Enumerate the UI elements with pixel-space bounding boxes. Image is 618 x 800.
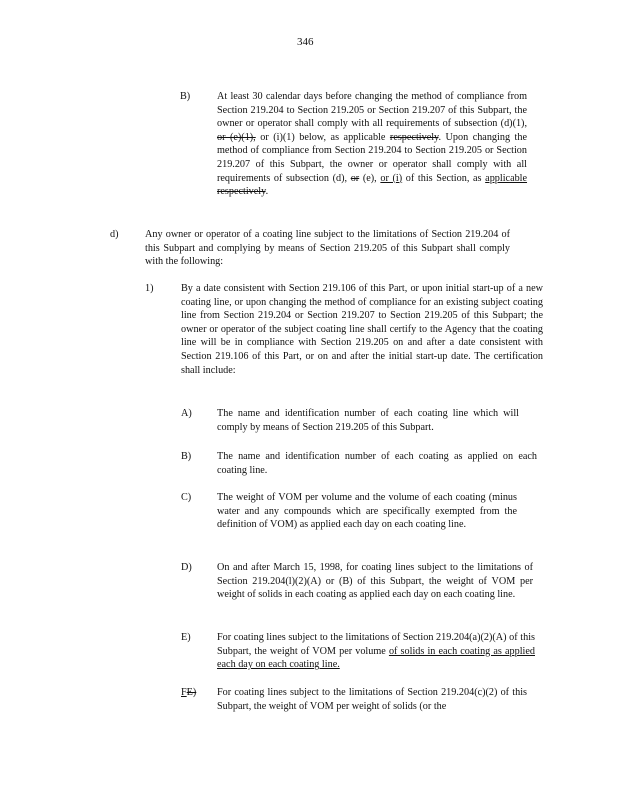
subsection-d1-text: By a date consistent with Section 219.106 of this Part, or upon initial start-up of a new coating line, or upon changing the method of compliance for an existing subject coating line from Section 219.204 or Section 219.207 to Section 219.205 of this Subpart; the owner or operator of the subject coating line shall certify to the Agency that the coating line will be in compliance with Section 219.205 on and after a date consistent with Section 219.106 of this Part, or on and after the initial start-up date. The certification shall include: bbox=[181, 283, 543, 376]
item-c-text: The weight of VOM per volume and the volume of each coating (minus water and any compounds which are specifically exempted from the definition of VOM) as applied each day on each coating line. bbox=[217, 492, 517, 531]
item-e-label: E) bbox=[181, 632, 191, 643]
b-text-6: . bbox=[265, 186, 269, 198]
item-f-label bbox=[181, 686, 196, 700]
item-a-text: The name and identification number of each coating line which will comply by means of Section 219.205 of this Subpart. bbox=[217, 408, 519, 433]
b-strike-3: or bbox=[350, 172, 360, 184]
item-d-label: D) bbox=[181, 562, 192, 573]
item-f-label-old: E) bbox=[186, 687, 197, 698]
b-text-2: or (i)(1) below, as applicable bbox=[255, 131, 386, 143]
subsection-b-text bbox=[217, 90, 527, 199]
b-underline-5: applicable bbox=[485, 172, 528, 184]
item-b-text: The name and identification number of each coating as applied on each coating line. bbox=[217, 451, 537, 476]
b-text-4: (e), bbox=[359, 172, 377, 184]
item-e-underline: of solids in each coating as applied each day on each coating line. bbox=[217, 645, 535, 671]
item-a-label: A) bbox=[181, 408, 192, 419]
b-text-1: At least 30 calendar days before changing the method of compliance from Section 219.204 to Section 219.205 or Section 219.207 of this Subpart, the owner or operator shall comply with all requirements of subsection (d)(1), bbox=[217, 91, 527, 130]
b-strike-5: respectively bbox=[217, 186, 266, 198]
item-e-text-1: For coating lines subject to the limitations of Section 219.204(a)(2)(A) of this Subpart, the weight of VOM per volume bbox=[217, 632, 535, 657]
b-underline-4: or (i) bbox=[380, 172, 403, 184]
page-number: 346 bbox=[297, 36, 314, 48]
item-d-text: On and after March 15, 1998, for coating lines subject to the limitations of Section 219.204(l)(2)(A) or (B) of this Subpart, the weight of VOM per weight of solids in each coating as applied each day on each coating line. bbox=[217, 562, 533, 601]
subsection-d-text: Any owner or operator of a coating line subject to the limitations of Section 219.204 of this Subpart and complying by means of Section 219.205 of this Subpart shall comply with the following: bbox=[145, 229, 510, 268]
item-e-text bbox=[217, 631, 535, 672]
subsection-d1-label: 1) bbox=[145, 283, 154, 294]
b-strike-1: or (e)(1), bbox=[217, 131, 256, 143]
b-text-5: of this Section, as bbox=[402, 172, 482, 184]
item-f-text: For coating lines subject to the limitations of Section 219.204(c)(2) of this Subpart, the weight of VOM per weight of solids (or the bbox=[217, 687, 527, 712]
item-c-label: C) bbox=[181, 492, 192, 503]
b-strike-2: respectively bbox=[389, 131, 439, 143]
item-b-label: B) bbox=[181, 451, 192, 462]
subsection-d-label: d) bbox=[110, 229, 119, 240]
item-f-label-new: F bbox=[181, 687, 187, 698]
b-text-3: . Upon changing the method of compliance from Section 219.204 to Section 219.205 or Section 219.207 of this Subpart, the owner or operator shall comply with all requirements of subsection (d), bbox=[217, 131, 527, 184]
subsection-b-label: B) bbox=[180, 91, 191, 102]
